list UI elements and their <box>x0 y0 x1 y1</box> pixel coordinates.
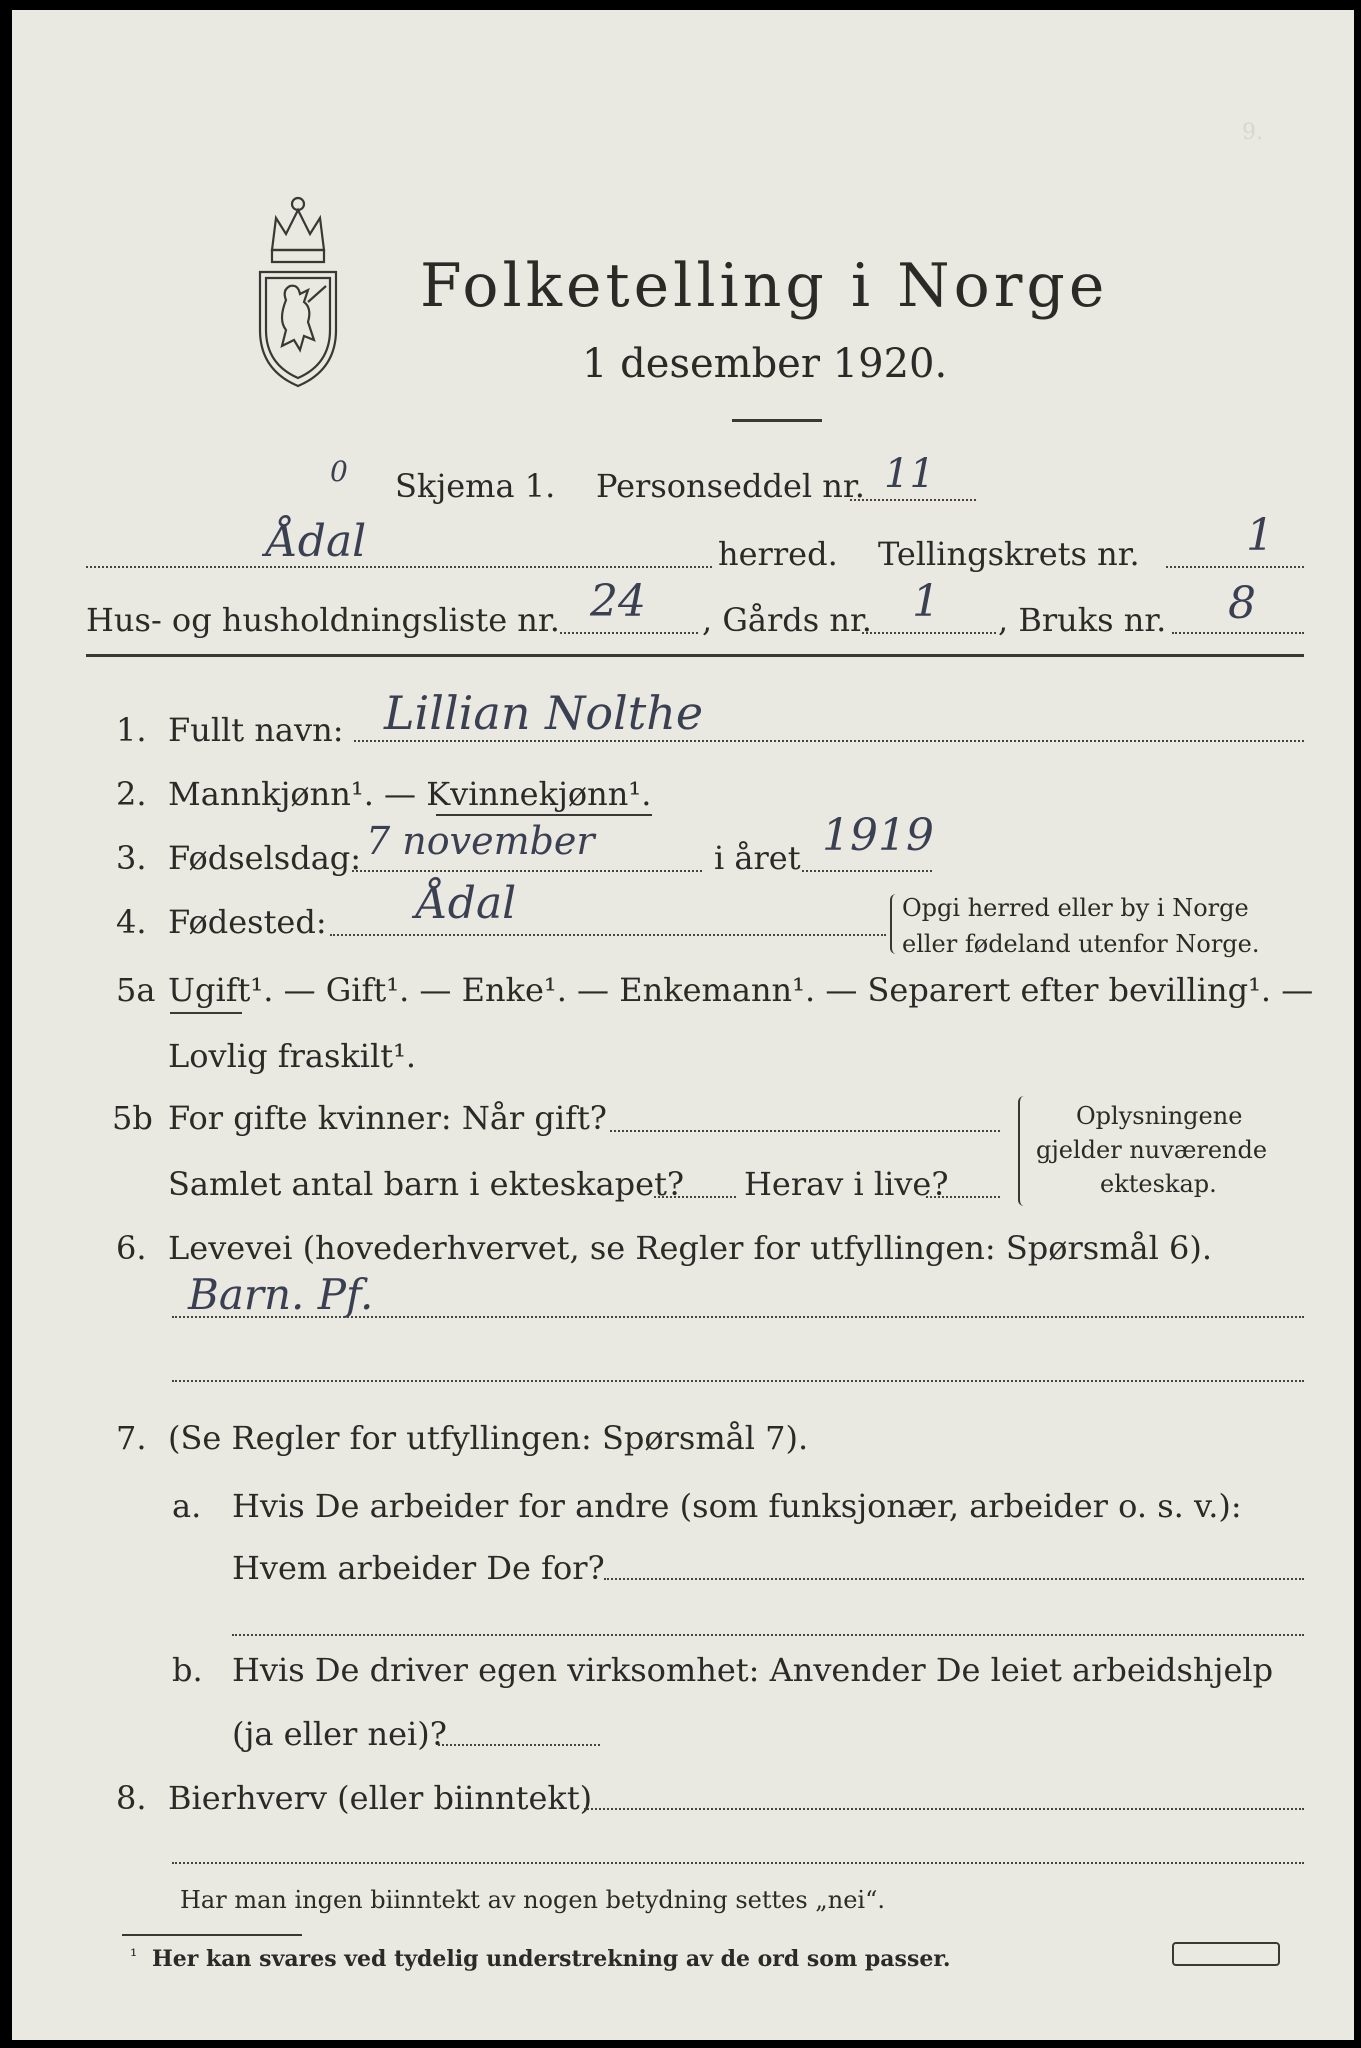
ugift-underline <box>170 1012 242 1014</box>
herred-value: Ådal <box>266 516 367 567</box>
personseddel-value: 11 <box>884 451 935 497</box>
occupation-value: Barn. Pf. <box>188 1270 374 1319</box>
birthplace-note-brace <box>890 894 900 954</box>
hus-value: 24 <box>590 576 646 627</box>
q7a-number: a. <box>172 1487 202 1525</box>
hired-help-field[interactable] <box>438 1744 600 1746</box>
title-divider <box>732 419 822 422</box>
birthplace-field[interactable] <box>330 934 886 936</box>
hus-label: Hus- og husholdningsliste nr. <box>86 601 560 639</box>
q7a-line1: Hvis De arbeider for andre (som funksjonær, arbeider o. s. v.): <box>232 1487 1242 1525</box>
children-total-field[interactable] <box>654 1196 736 1198</box>
birthplace-note-line1: Opgi herred eller by i Norge <box>902 894 1249 922</box>
birthplace-value: Ådal <box>416 878 517 929</box>
occupation-field-2[interactable] <box>172 1380 1304 1382</box>
header-divider <box>86 654 1304 657</box>
occupation-label: Levevei (hovederhvervet, se Regler for utfyllingen: Spørsmål 6). <box>168 1229 1213 1267</box>
bruks-label: , Bruks nr. <box>998 601 1167 639</box>
q7b-line1: Hvis De driver egen virksomhet: Anvender De leiet arbeidshjelp <box>232 1651 1274 1689</box>
employer-field-1[interactable] <box>604 1578 1304 1580</box>
q7b-number: b. <box>172 1651 203 1689</box>
no-income-note: Har man ingen biinntekt av nogen betydning settes „nei“. <box>180 1886 885 1914</box>
q5b-number: 5b <box>112 1099 153 1137</box>
married-when-label: For gifte kvinner: Når gift? <box>168 1099 607 1137</box>
tellingskrets-value: 1 <box>1246 510 1274 561</box>
q7-label: (Se Regler for utfyllingen: Spørsmål 7). <box>168 1419 809 1457</box>
bruks-value: 8 <box>1228 578 1256 629</box>
footnote-rule <box>122 1934 302 1936</box>
employer-field-2[interactable] <box>232 1634 1304 1636</box>
married-when-field[interactable] <box>610 1130 1000 1132</box>
birthday-value: 7 november <box>366 819 595 863</box>
full-name-field[interactable] <box>354 740 1304 742</box>
corner-mark: 0 <box>330 455 348 488</box>
herred-label: herred. <box>718 535 838 573</box>
children-total-label: Samlet antal barn i ekteskapet? <box>168 1165 685 1203</box>
kvinnekjonn-underline <box>436 814 652 816</box>
q5a-number: 5a <box>116 971 156 1009</box>
marital-status-options[interactable]: Ugift¹. — Gift¹. — Enke¹. — Enkemann¹. — Separert efter bevilling¹. — <box>168 971 1314 1009</box>
coat-of-arms-icon <box>242 190 354 390</box>
q7b-line2: (ja eller nei)? <box>232 1715 447 1753</box>
q3-number: 3. <box>116 839 147 877</box>
secondary-income-field-2[interactable] <box>172 1862 1304 1864</box>
full-name-value: Lillian Nolthe <box>384 686 704 740</box>
q8-label: Bierhverv (eller biinntekt) <box>168 1779 593 1817</box>
birthday-field[interactable] <box>352 870 702 872</box>
year-label: i året <box>714 839 801 877</box>
q7-number: 7. <box>116 1419 147 1457</box>
bruks-field[interactable] <box>1172 632 1304 634</box>
gards-label: , Gårds nr. <box>702 601 872 639</box>
marital-status-options-2[interactable]: Lovlig fraskilt¹. <box>168 1037 417 1075</box>
q3-label: Fødselsdag: <box>168 839 362 877</box>
printer-stamp <box>1172 1942 1280 1966</box>
bleed-through-text: 9. <box>1242 120 1263 145</box>
q7a-line2: Hvem arbeider De for? <box>232 1549 605 1587</box>
schema-label: Skjema 1. <box>395 467 556 505</box>
form-title: Folketelling i Norge <box>420 251 1109 321</box>
q2-number: 2. <box>116 775 147 813</box>
footnote-text: Her kan svares ved tydelig understrekning av de ord som passer. <box>152 1946 951 1972</box>
census-date: 1 desember 1920. <box>582 341 948 387</box>
marriage-note-line3: ekteskap. <box>1100 1170 1217 1198</box>
q1-number: 1. <box>116 711 147 749</box>
gards-field[interactable] <box>862 632 996 634</box>
census-form-page <box>12 10 1354 2040</box>
tellingskrets-label: Tellingskrets nr. <box>878 535 1140 573</box>
children-alive-label: Herav i live? <box>744 1165 949 1203</box>
q8-number: 8. <box>116 1779 147 1817</box>
marriage-note-line2: gjelder nuværende <box>1036 1136 1268 1164</box>
gards-value: 1 <box>912 576 940 627</box>
hus-field[interactable] <box>560 632 698 634</box>
secondary-income-field-1[interactable] <box>584 1808 1304 1810</box>
tellingskrets-field[interactable] <box>1166 566 1304 568</box>
marriage-note-brace <box>1018 1096 1028 1206</box>
children-alive-field[interactable] <box>926 1196 1000 1198</box>
sex-options[interactable]: Mannkjønn¹. — Kvinnekjønn¹. <box>168 775 652 813</box>
footnote-mark: ¹ <box>130 1946 138 1967</box>
personseddel-label: Personseddel nr. <box>596 467 865 505</box>
birthplace-note-line2: eller fødeland utenfor Norge. <box>902 930 1260 958</box>
q4-number: 4. <box>116 903 147 941</box>
q1-label: Fullt navn: <box>168 711 344 749</box>
birth-year-field[interactable] <box>802 870 932 872</box>
q4-label: Fødested: <box>168 903 327 941</box>
herred-field[interactable] <box>86 566 712 568</box>
marriage-note-line1: Oplysningene <box>1076 1102 1243 1130</box>
birth-year-value: 1919 <box>822 810 934 861</box>
personseddel-field[interactable] <box>850 499 976 501</box>
q6-number: 6. <box>116 1229 147 1267</box>
